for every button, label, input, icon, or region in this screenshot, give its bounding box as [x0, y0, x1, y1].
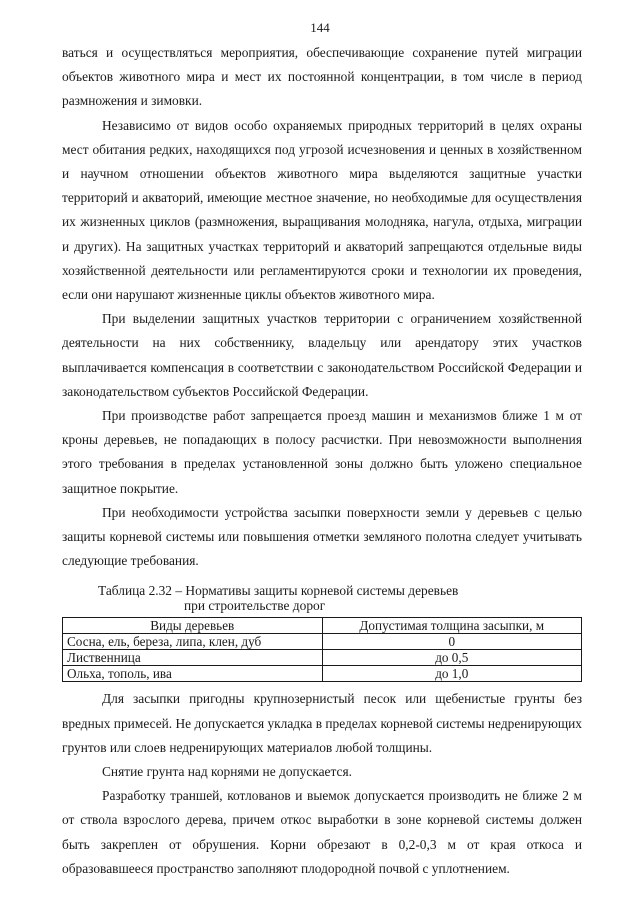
- table-header-cell: Допустимая толщина засыпки, м: [322, 618, 582, 634]
- table-row: [63, 650, 582, 666]
- table-cell: 0: [322, 634, 582, 650]
- page-content: [62, 41, 582, 881]
- paragraph: Снятие грунта над корнями не допускается.: [102, 764, 352, 780]
- table-caption-line: при строительстве дорог: [184, 598, 326, 614]
- table-caption-line: Таблица 2.32 – Нормативы защиты корневой системы деревьев: [98, 583, 459, 599]
- paragraph: Независимо от видов особо охраняемых природных территорий в целях охраны мест обитания редких, находящихся под угрозой исчезновения и ценных в хозяйственном и научном отношении объектов животного мира выделяются защитные участки территорий и акваторий, имеющие местное значение, но необходимые для осуществления их жизненных циклов (размножения, выращивания молодняка, нагула, отдыха, миграции и других). На защитных участках территорий и акваторий запрещаются отдельные виды хозяйственной деятельности или регламентируются сроки и технологии их проведения, если они нарушают жизненные циклы объектов животного мира.: [62, 117, 582, 303]
- table-cell: до 0,5: [322, 650, 582, 666]
- table-cell: Сосна, ель, береза, липа, клен, дуб: [63, 634, 323, 650]
- table-cell: Ольха, тополь, ива: [63, 666, 323, 682]
- paragraph: При необходимости устройства засыпки поверхности земли у деревьев с целью защиты корневой системы или повышения отметки земляного полотна следует учитывать следующие требования.: [62, 504, 582, 569]
- table-row: [63, 666, 582, 682]
- page-number: 144: [310, 20, 330, 35]
- table-header-row: [63, 618, 582, 634]
- table-cell: до 1,0: [322, 666, 582, 682]
- paragraph: Для засыпки пригодны крупнозернистый песок или щебенистые грунты без вредных примесей. Не допускается укладка в пределах корневой системы недренирующих грунтов или слоев недренирующих материалов любой толщины.: [62, 691, 582, 755]
- root-protection-table: [62, 617, 582, 682]
- table-cell: Лиственница: [63, 650, 323, 666]
- paragraph: Разработку траншей, котлованов и выемок допускается производить не ближе 2 м от ствола взрослого дерева, причем откос выработки в зоне корневой системы должен быть закреплен от обрушения. Корни обрезают в 0,2-0,3 м от края откоса и образовавшееся пространство заполняют плодородной почвой с уплотнением.: [62, 788, 582, 876]
- table-header-cell: Виды деревьев: [63, 618, 323, 634]
- paragraph: При производстве работ запрещается проезд машин и механизмов ближе 1 м от кроны деревьев, не попадающих в полосу расчистки. При невозможности выполнения этого требования в пределах установленной зоны должно быть уложено специальное защитное покрытие.: [62, 408, 582, 496]
- paragraph: При выделении защитных участков территории с ограничением хозяйственной деятельности на них собственнику, владельцу или арендатору этих участков выплачивается компенсация в соответствии с законодательством Российской Федерации и законодательством субъектов Российской Федерации.: [62, 311, 582, 399]
- table-row: [63, 634, 582, 650]
- paragraph: ваться и осуществляться мероприятия, обеспечивающие сохранение путей миграции объектов животного мира и мест их постоянной концентрации, в том числе в период размножения и зимовки.: [62, 45, 582, 109]
- table-caption: [98, 583, 582, 613]
